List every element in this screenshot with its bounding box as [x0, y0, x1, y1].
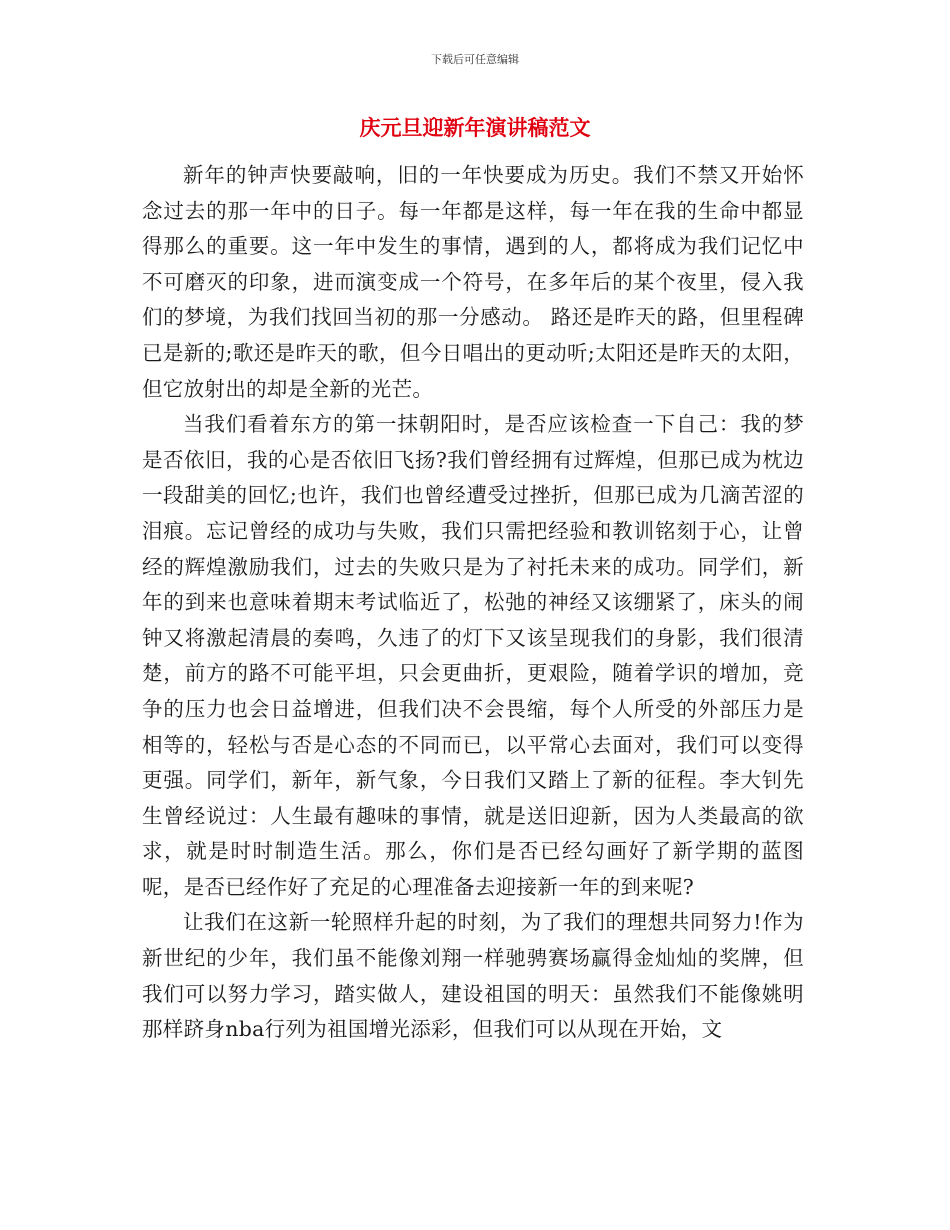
paragraph-1: 新年的钟声快要敲响，旧的一年快要成为历史。我们不禁又开始怀念过去的那一年中的日子。每一年都是这样，每一年在我的生命中都显得那么的重要。这一年中发生的事情，遇到的人，都将成为我们记忆中不可磨灭的印象，进而演变成一个符号，在多年后的某个夜里，侵入我们的梦境，为我们找回当初的那一分感动。 路还是昨天的路，但里程碑已是新的;歌还是昨天的歌，但今日唱出的更动听;太阳还是昨天的太阳，但它放射出的却是全新的光芒。 — [142, 163, 804, 401]
paragraph-3: 让我们在这新一轮照样升起的时刻，为了我们的理想共同努力!作为新世纪的少年，我们虽不能像刘翔一样驰骋赛场赢得金灿灿的奖牌，但我们可以努力学习，踏实做人，建设祖国的明天：虽然我们不能像姚明那样跻身nba行列为祖国增光添彩，但我们可以从现在开始，文 — [142, 910, 804, 1042]
header-note: 下载后可任意编辑 — [431, 53, 519, 66]
document-title: 庆元旦迎新年演讲稿范文 — [359, 115, 591, 140]
paragraph-2: 当我们看着东方的第一抹朝阳时，是否应该检查一下自己：我的梦是否依旧，我的心是否依旧飞扬?我们曾经拥有过辉煌，但那已成为枕边一段甜美的回忆;也许，我们也曾经遭受过挫折，但那已成为几滴苦涩的泪痕。忘记曾经的成功与失败，我们只需把经验和教训铭刻于心，让曾经的辉煌激励我们，过去的失败只是为了衬托未来的成功。同学们，新年的到来也意味着期末考试临近了，松弛的神经又该绷紧了，床头的闹钟又将激起清晨的奏鸣，久违了的灯下又该呈现我们的身影，我们很清楚，前方的路不可能平坦，只会更曲折，更艰险，随着学识的增加，竞争的压力也会日益增进，但我们决不会畏缩，每个人所受的外部压力是相等的，轻松与否是心态的不同而已，以平常心去面对，我们可以变得更强。同学们，新年，新气象，今日我们又踏上了新的征程。李大钊先生曾经说过：人生最有趣味的事情，就是送旧迎新，因为人类最高的欲求，就是时时制造生活。那么，你们是否已经勾画好了新学期的蓝图呢，是否已经作好了充足的心理准备去迎接新一年的到来呢? — [142, 412, 804, 899]
document-body — [142, 158, 804, 1048]
